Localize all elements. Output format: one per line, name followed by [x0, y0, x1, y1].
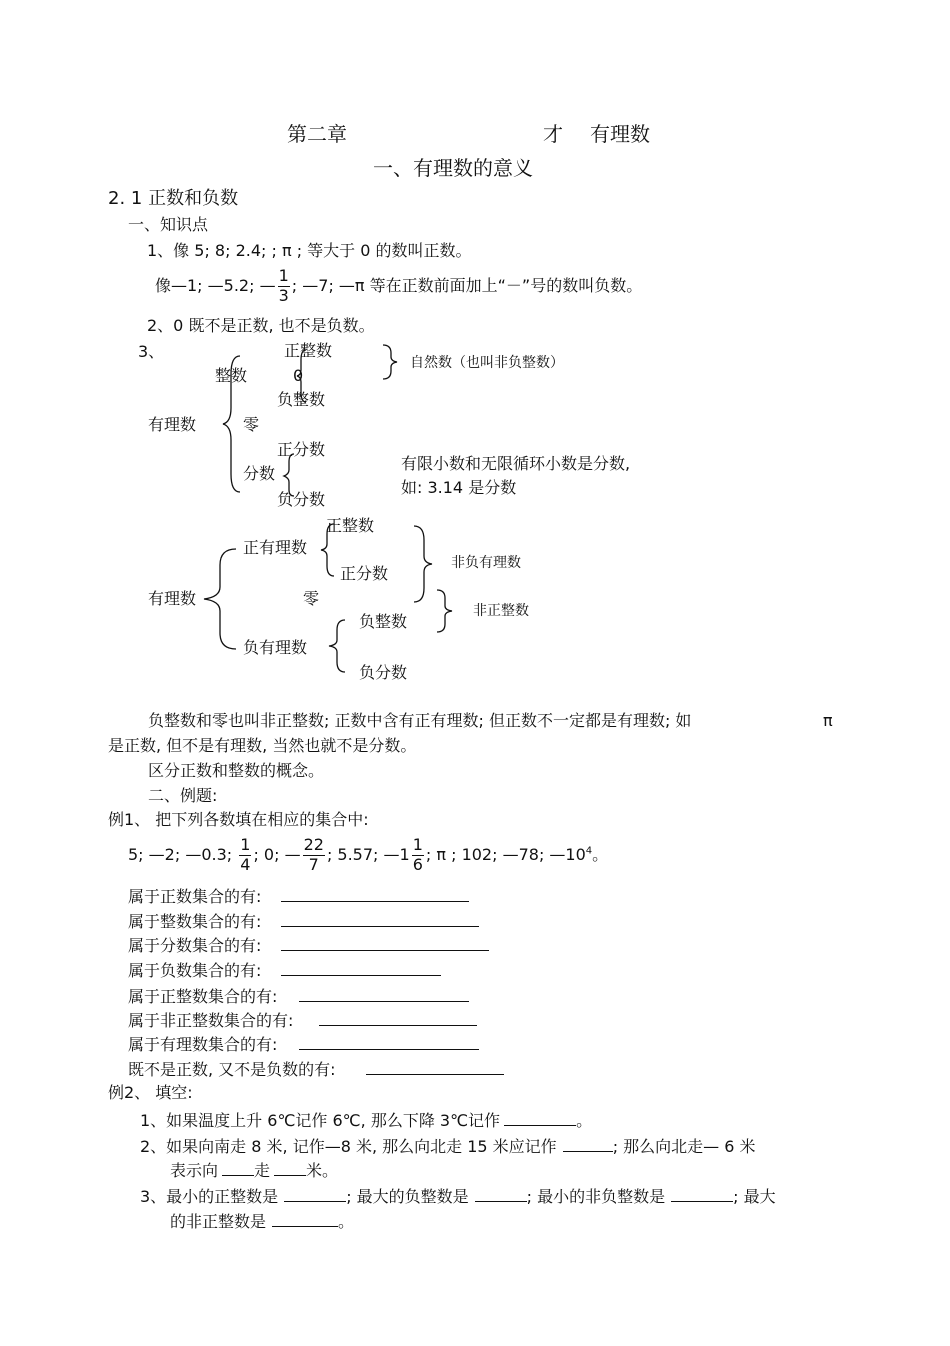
set-positive-integer: 属于正整数集合的有: [128, 987, 469, 1005]
example-1-label: 例1、 把下列各数填在相应的集合中: [108, 810, 369, 829]
set-fraction: 属于分数集合的有: [128, 936, 489, 954]
tree2-neg-int: 负整数 [359, 612, 408, 631]
point-3: 3、 [138, 342, 165, 361]
tree1-neg-frac: 负分数 [277, 490, 326, 509]
fraction-one-third: $\frac{1}{3}$ [278, 266, 289, 305]
tree2-neg-frac: 负分数 [359, 663, 408, 682]
chapter-mid-char: 才 [543, 122, 563, 146]
tree2-zero: 零 [303, 589, 320, 608]
paragraph-pi: π [823, 711, 833, 730]
tree2-pos-frac: 正分数 [340, 564, 389, 583]
set-rational: 属于有理数集合的有: [128, 1035, 479, 1053]
tree1-fraction-brace [282, 452, 296, 498]
example-2-label: 例2、 填空: [108, 1083, 193, 1102]
tree1-natural-brace [380, 343, 400, 381]
subsection-title: 2. 1 正数和负数 [108, 188, 239, 209]
tree1-integer-brace [294, 348, 308, 404]
question-3-cont: 的非正整数是 。 [170, 1212, 355, 1231]
knowledge-heading: 一、知识点 [128, 215, 209, 234]
blank-negative[interactable] [281, 961, 441, 976]
tree1-integers: 整数 [215, 366, 248, 385]
tree1-natural-note: 自然数（也叫非负整数） [410, 355, 564, 371]
blank-q2-b[interactable] [222, 1161, 254, 1176]
tree2-root: 有理数 [148, 589, 197, 608]
blank-q3-d[interactable] [272, 1212, 338, 1227]
tree2-negative-brace [325, 618, 349, 674]
point-1-negative: 像—1; —5.2; — $\frac{1}{3}$ ; —7; —π 等在正数前面加上“－”号的数叫负数。 [155, 266, 643, 305]
question-2: 2、如果向南走 8 米, 记作—8 米, 那么向北走 15 米应记作 ; 那么向北走— 6 米 [140, 1137, 756, 1156]
tree2-pos-int: 正整数 [326, 516, 375, 535]
tree1-zero-label: 零 [243, 415, 260, 434]
tree1-zero-digit: 0 [293, 366, 304, 385]
fraction-one-sixth: $\frac{1}{6}$ [412, 835, 423, 874]
tree2-non-positive-int: 非正整数 [473, 603, 529, 619]
chapter-title: 有理数 [590, 122, 650, 146]
blank-fraction[interactable] [281, 936, 489, 951]
tree1-neg-int: 负整数 [277, 390, 326, 409]
point-2: 2、0 既不是正数, 也不是负数。 [147, 316, 375, 335]
tree1-root: 有理数 [148, 415, 197, 434]
point-1-positive: 1、像 5; 8; 2.4; ; π ; 等大于 0 的数叫正数。 [147, 241, 472, 260]
tree2-non-negative-brace [410, 524, 436, 604]
tree2-pos-rational: 正有理数 [243, 538, 308, 557]
tree1-pos-int: 正整数 [284, 341, 333, 360]
tree2-positive-brace [318, 522, 338, 578]
tree1-pos-frac: 正分数 [277, 440, 326, 459]
fraction-one-quarter: $\frac{1}{4}$ [240, 835, 251, 874]
example-1-numbers: 5; —2; —0.3; $\frac{1}{4}$ ; 0; — $\frac{22}{7}$ ; 5.57; —1 $\frac{1}{6}$ ; π ; 102; —78; $—10^4$。 [128, 835, 609, 874]
blank-positive-integer[interactable] [299, 987, 469, 1002]
tree1-main-brace [214, 350, 244, 500]
paragraph-line-1: 负整数和零也叫非正整数; 正数中含有正有理数; 但正数不一定都是有理数; 如 [148, 711, 692, 730]
blank-q3-a[interactable] [284, 1187, 346, 1202]
blank-q2-c[interactable] [274, 1161, 306, 1176]
paragraph-line-3: 区分正数和整数的概念。 [148, 761, 325, 780]
set-neither: 既不是正数, 又不是负数的有: [128, 1060, 504, 1078]
question-2-cont: 表示向 走 米。 [170, 1161, 339, 1180]
blank-q3-b[interactable] [475, 1187, 527, 1202]
chapter-number: 第二章 [287, 122, 347, 146]
set-integer: 属于整数集合的有: [128, 912, 479, 930]
tree1-note-1: 有限小数和无限循环小数是分数, [401, 454, 631, 473]
question-3: 3、最小的正整数是 ; 最大的负整数是 ; 最小的非负整数是 ; 最大 [140, 1187, 776, 1206]
blank-rational[interactable] [299, 1035, 479, 1050]
blank-positive[interactable] [281, 887, 469, 902]
question-1: 1、如果温度上升 6℃记作 6℃, 那么下降 3℃记作 。 [140, 1111, 593, 1130]
fraction-22-sevenths: $\frac{22}{7}$ [303, 835, 324, 874]
paragraph-line-2: 是正数, 但不是有理数, 当然也就不是分数。 [108, 736, 417, 755]
tree2-neg-rational: 负有理数 [243, 638, 308, 657]
section-title: 一、有理数的意义 [373, 156, 533, 180]
set-negative: 属于负数集合的有: [128, 961, 441, 979]
tree2-non-positive-brace [434, 588, 456, 634]
blank-q3-c[interactable] [671, 1187, 733, 1202]
blank-non-positive-integer[interactable] [319, 1011, 477, 1026]
blank-neither[interactable] [366, 1060, 504, 1075]
blank-integer[interactable] [281, 912, 479, 927]
set-non-positive-integer: 属于非正整数集合的有: [128, 1011, 477, 1029]
examples-heading: 二、例题: [148, 786, 218, 805]
tree1-fractions: 分数 [243, 464, 276, 483]
blank-q2-a[interactable] [563, 1137, 613, 1152]
tree1-note-2: 如: 3.14 是分数 [401, 478, 517, 497]
set-positive: 属于正数集合的有: [128, 887, 469, 905]
tree2-main-brace [200, 545, 240, 655]
blank-q1[interactable] [504, 1111, 576, 1126]
tree2-non-negative: 非负有理数 [451, 555, 521, 571]
